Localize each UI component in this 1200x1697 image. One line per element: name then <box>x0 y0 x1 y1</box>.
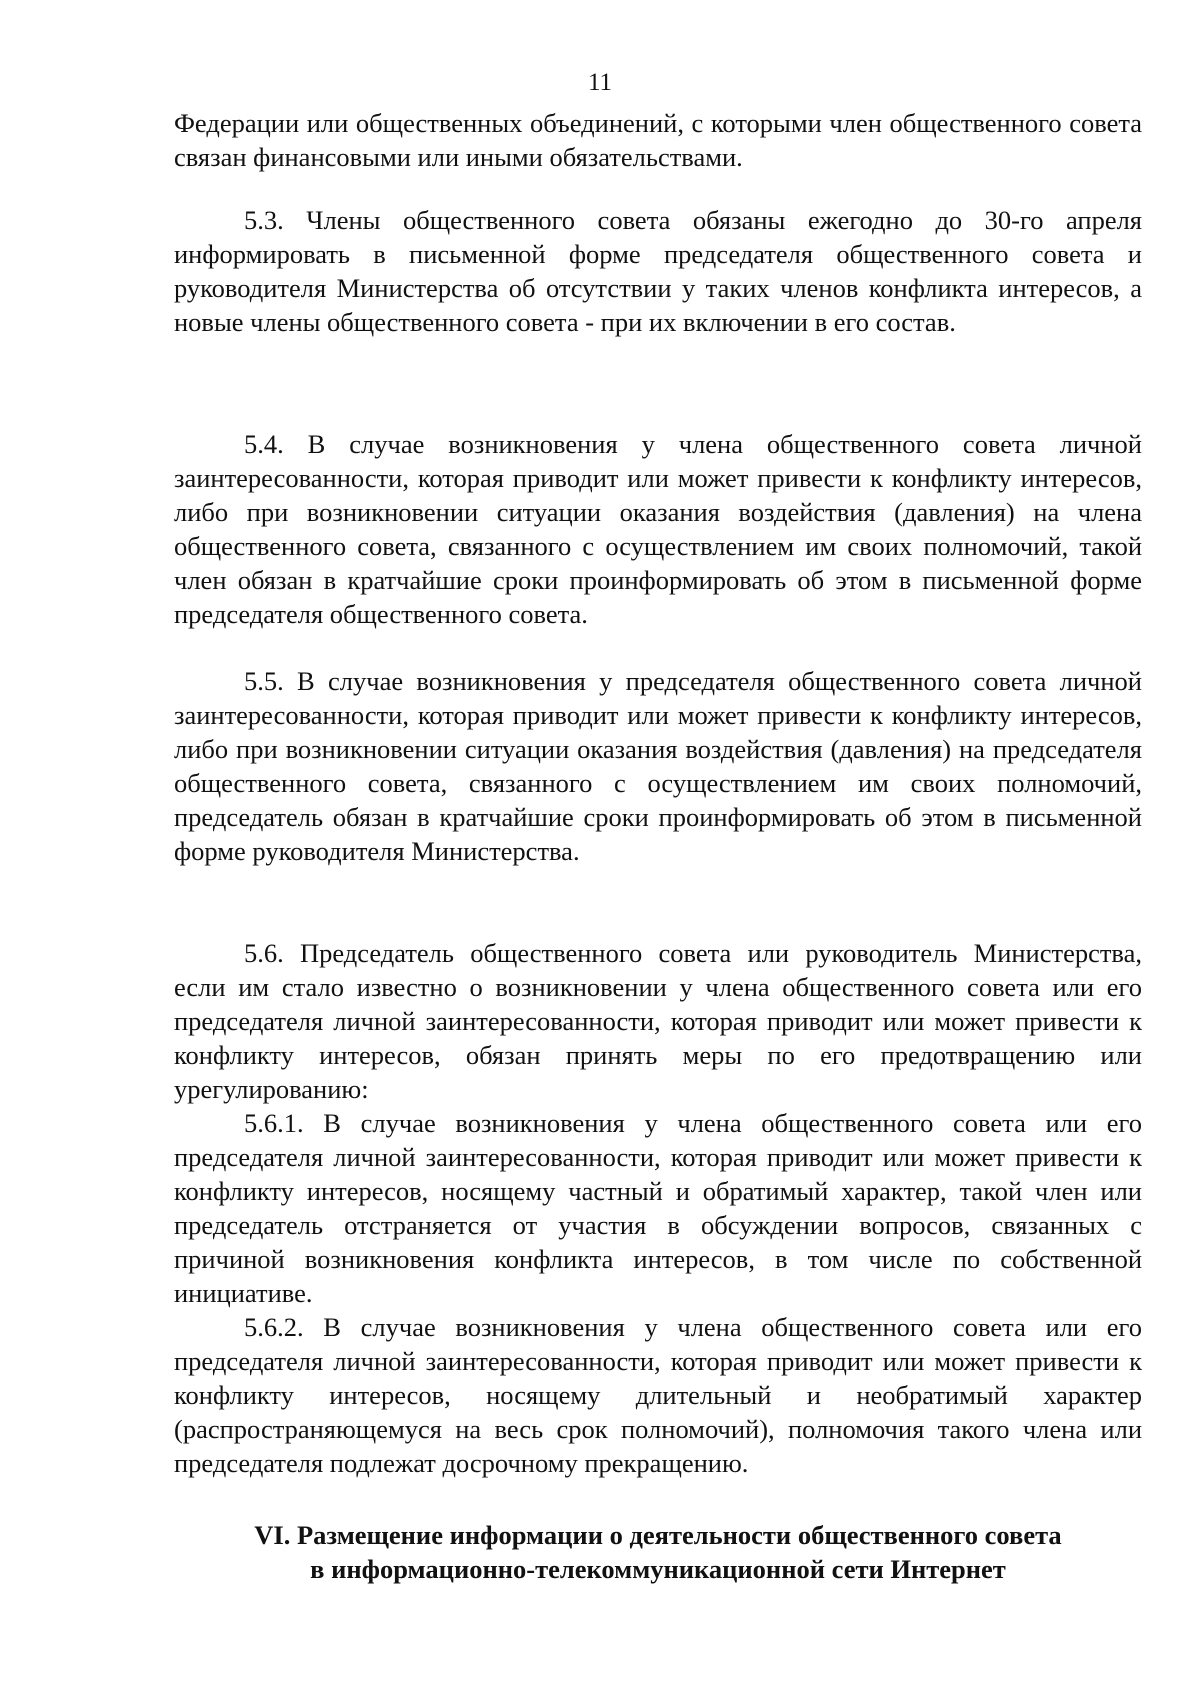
paragraph-text: 5.3. Члены общественного совета обязаны ежегодно до 30-го апреля информировать в письменной форме председателя общественного совета и руководителя Министерства об отсутствии у таких членов конфликта интересов, а новые члены общественного совета - при их включении в его состав. <box>174 205 1142 337</box>
clause-5-3 <box>174 203 1142 339</box>
clause-5-4 <box>174 427 1142 631</box>
paragraph-text: 5.6.1. В случае возникновения у члена общественного совета или его председателя личной заинтересованности, которая приводит или может привести к конфликту интересов, носящему частный и обратимый характер, такой член или председатель отстраняется от участия в обсуждении вопросов, связанных с причиной возникновения конфликта интересов, в том числе по собственной инициативе. <box>174 1108 1142 1308</box>
section-heading <box>174 1518 1142 1586</box>
paragraph-text: 5.4. В случае возникновения у члена общественного совета личной заинтересованности, которая приводит или может привести к конфликту интересов, либо при возникновении ситуации оказания воздействия (давления) на члена общественного совета, связанного с осуществлением им своих полномочий, такой член обязан в кратчайшие сроки проинформировать об этом в письменной форме председателя общественного совета. <box>174 429 1142 629</box>
section-heading-line: VI. Размещение информации о деятельности общественного совета <box>254 1520 1062 1550</box>
paragraph-text: Федерации или общественных объединений, с которыми член общественного совета связан финансовыми или иными обязательствами. <box>174 108 1142 172</box>
paragraph-text: 5.6.2. В случае возникновения у члена общественного совета или его председателя личной заинтересованности, которая приводит или может привести к конфликту интересов, носящему длительный и необратимый характер (распространяющемуся на весь срок полномочий), полномочия такого члена или председателя подлежат досрочному прекращению. <box>174 1312 1142 1478</box>
paragraph-continuation <box>174 106 1142 174</box>
clause-5-5 <box>174 664 1142 868</box>
paragraph-text: 5.6. Председатель общественного совета или руководитель Министерства, если им стало известно о возникновении у члена общественного совета или его председателя личной заинтересованности, которая приводит или может привести к конфликту интересов, обязан принять меры по его предотвращению или урегулированию: <box>174 938 1142 1104</box>
section-heading-line: в информационно-телекоммуникационной сети Интернет <box>310 1554 1006 1584</box>
page-number: 11 <box>587 69 613 96</box>
paragraph-text: 5.5. В случае возникновения у председателя общественного совета личной заинтересованности, которая приводит или может привести к конфликту интересов, либо при возникновении ситуации оказания воздействия (давления) на председателя общественного совета, связанного с осуществлением им своих полномочий, председатель обязан в кратчайшие сроки проинформировать об этом в письменной форме руководителя Министерства. <box>174 666 1142 866</box>
clause-5-6 <box>174 936 1142 1480</box>
